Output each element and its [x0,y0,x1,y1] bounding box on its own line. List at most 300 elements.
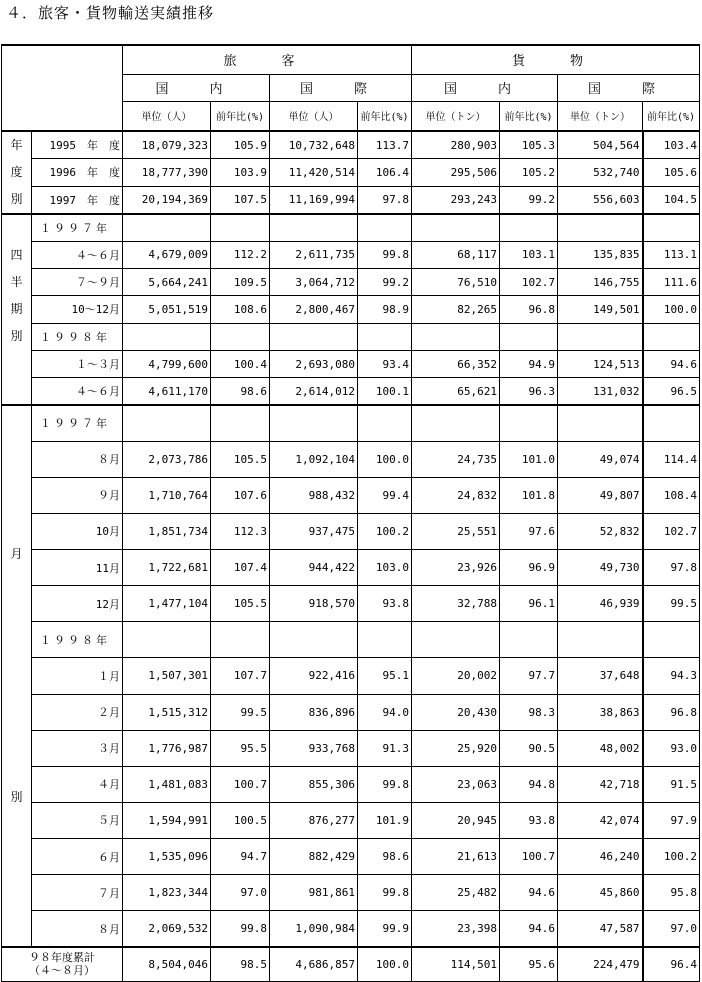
table-row [2,441,700,477]
empty-cell [500,405,558,441]
cell-c-dom: 21,613 [412,839,500,875]
cell-p-int: 882,429 [270,839,358,875]
cell-p-dom-r: 99.5 [211,694,270,730]
period-label: ２月 [32,694,123,730]
cell-c-dom: 20,002 [412,658,500,694]
cell-c-dom: 23,398 [412,911,500,947]
section-label-char [2,892,31,919]
cell-p-dom: 1,823,344 [123,875,211,911]
empty-cell [270,214,358,241]
cell-c-dom-r: 96.9 [500,550,558,586]
cell-c-int: 49,074 [558,441,643,477]
empty-cell [643,622,700,658]
total-c-dom: 114,501 [412,947,500,981]
cell-c-dom-r: 97.7 [500,658,558,694]
cell-p-int: 11,169,994 [270,186,358,214]
period-label: １月 [32,658,123,694]
empty-cell [558,405,643,441]
section-label-char [2,377,31,404]
cell-p-int: 933,768 [270,730,358,766]
cell-p-int-r: 99.8 [358,241,412,268]
cell-p-int-r: 95.1 [358,658,412,694]
empty-cell [211,214,270,241]
cell-c-int-r: 95.8 [643,875,700,911]
cell-p-dom: 2,073,786 [123,441,211,477]
cell-p-dom: 5,051,519 [123,296,211,323]
section-label [2,131,32,214]
table-row [2,159,700,187]
empty-cell [123,323,211,350]
empty-cell [643,214,700,241]
empty-cell [558,214,643,241]
empty-cell [558,622,643,658]
section-label-char: 別 [10,329,23,343]
empty-cell [500,622,558,658]
cell-c-int-r: 99.5 [643,586,700,622]
table-row [2,477,700,513]
cell-p-int-r: 100.0 [358,441,412,477]
total-p-int-r: 100.0 [358,947,412,981]
unit-passenger-domestic: 単位（人） [123,101,211,131]
cell-p-int: 937,475 [270,513,358,549]
section-label-char [2,703,31,730]
cell-p-int: 11,420,514 [270,159,358,187]
empty-cell [270,622,358,658]
table-row [2,766,700,802]
period-label: ８月 [32,911,123,947]
cell-p-int: 2,693,080 [270,350,358,377]
yoy-passenger-domestic: 前年比(%) [211,101,270,131]
period-label: ４～６月 [32,241,123,268]
yoy-passenger-international: 前年比(%) [358,101,412,131]
cell-p-dom-r: 107.6 [211,477,270,513]
cell-c-dom: 280,903 [412,131,500,159]
cell-p-int-r: 113.7 [358,131,412,159]
section-label-char: 期 [10,302,23,316]
cell-c-dom: 65,621 [412,378,500,405]
cell-p-int-r: 99.8 [358,766,412,802]
section-label-char [2,649,31,676]
cell-p-dom: 1,507,301 [123,658,211,694]
yoy-cargo-international: 前年比(%) [643,101,700,131]
cell-c-dom-r: 93.8 [500,802,558,838]
table-row [2,296,700,323]
period-label: 1997 年 度 [32,186,123,214]
cell-c-dom: 25,920 [412,730,500,766]
cell-p-dom: 4,799,600 [123,350,211,377]
cell-p-dom-r: 112.2 [211,241,270,268]
cell-c-int-r: 100.0 [643,296,700,323]
cell-c-dom-r: 105.2 [500,159,558,187]
cell-p-int-r: 99.2 [358,269,412,296]
header-cargo-domestic: 国 内 [412,74,558,101]
section-label-char: 月 [10,547,23,561]
cell-p-dom-r: 108.6 [211,296,270,323]
empty-cell [123,214,211,241]
year-subheading: １９９７年 [32,405,123,441]
total-p-dom-r: 98.5 [211,947,270,981]
section-label-char: 別 [10,192,23,206]
cell-p-int-r: 94.0 [358,694,412,730]
cell-p-dom: 20,194,369 [123,186,211,214]
section-label-char: 半 [10,275,23,289]
cell-p-dom: 1,722,681 [123,550,211,586]
cell-p-dom: 4,679,009 [123,241,211,268]
empty-cell [643,405,700,441]
cell-c-dom-r: 101.8 [500,477,558,513]
cell-c-int-r: 97.0 [643,911,700,947]
cell-c-dom-r: 94.8 [500,766,558,802]
total-p-dom: 8,504,046 [123,947,211,981]
cell-c-int: 135,835 [558,241,643,268]
cell-c-int: 49,807 [558,477,643,513]
cell-c-dom: 293,243 [412,186,500,214]
section-label-char [2,622,31,649]
cell-p-int-r: 100.2 [358,513,412,549]
cell-p-dom-r: 100.5 [211,802,270,838]
period-label: ７～９月 [32,269,123,296]
subheading-row [2,214,700,241]
period-label: ７月 [32,875,123,911]
cell-p-int: 918,570 [270,586,358,622]
section-label-char [2,514,31,541]
cell-p-int-r: 106.4 [358,159,412,187]
empty-cell [412,405,500,441]
section-label-char [2,406,31,433]
cell-c-int: 42,718 [558,766,643,802]
period-label: 11月 [32,550,123,586]
empty-cell [123,622,211,658]
cell-p-dom-r: 105.5 [211,441,270,477]
empty-cell [412,323,500,350]
total-label-line1: ９８年度累計 [29,951,95,965]
cell-c-dom: 25,551 [412,513,500,549]
cell-c-int-r: 97.9 [643,802,700,838]
cell-p-dom: 4,611,170 [123,378,211,405]
cell-c-int-r: 100.2 [643,839,700,875]
cell-c-int: 46,939 [558,586,643,622]
cell-c-dom: 23,063 [412,766,500,802]
cell-c-int-r: 114.4 [643,441,700,477]
header-cargo-international: 国 際 [558,74,700,101]
cell-p-int-r: 103.0 [358,550,412,586]
cell-c-dom: 20,945 [412,802,500,838]
section-label-char [2,460,31,487]
cell-p-dom: 18,079,323 [123,131,211,159]
subheading-row [2,622,700,658]
cell-p-dom-r: 105.9 [211,131,270,159]
table-row [2,802,700,838]
section-label [2,214,32,405]
empty-cell [358,214,412,241]
empty-cell [270,323,358,350]
cell-p-dom-r: 95.5 [211,730,270,766]
cell-c-int: 124,513 [558,350,643,377]
table-row [2,513,700,549]
cell-p-dom: 1,515,312 [123,694,211,730]
cell-c-dom: 295,506 [412,159,500,187]
cell-p-dom: 1,851,734 [123,513,211,549]
cell-p-dom-r: 112.3 [211,513,270,549]
cell-c-dom: 25,482 [412,875,500,911]
period-label: 1996 年 度 [32,159,123,187]
cell-c-int-r: 102.7 [643,513,700,549]
year-subheading: １９９７年 [32,214,123,241]
empty-cell [270,405,358,441]
total-p-int: 4,686,857 [270,947,358,981]
yoy-cargo-domestic: 前年比(%) [500,101,558,131]
cell-c-int: 38,863 [558,694,643,730]
cell-c-dom-r: 90.5 [500,730,558,766]
cell-p-dom: 1,776,987 [123,730,211,766]
period-label: ５月 [32,802,123,838]
period-label: 1995 年 度 [32,131,123,159]
cell-p-int-r: 98.6 [358,839,412,875]
table-row [2,378,700,405]
section-label-char [2,676,31,703]
section-label-char: 別 [10,790,23,804]
cell-p-int: 876,277 [270,802,358,838]
cell-p-int: 2,611,735 [270,241,358,268]
total-c-int-r: 96.4 [643,947,700,981]
cell-c-int-r: 111.6 [643,269,700,296]
cell-c-dom-r: 103.1 [500,241,558,268]
cell-p-dom: 1,481,083 [123,766,211,802]
table-row [2,875,700,911]
cell-p-int: 836,896 [270,694,358,730]
cell-p-int: 3,064,712 [270,269,358,296]
header-passenger-domestic: 国 内 [123,74,270,101]
cell-c-int: 49,730 [558,550,643,586]
cell-c-int: 504,564 [558,131,643,159]
header-passenger: 旅 客 [123,45,412,74]
section-label-char [2,350,31,377]
cell-p-int: 988,432 [270,477,358,513]
corner-cell [2,45,123,131]
cell-c-int-r: 96.5 [643,378,700,405]
cell-p-dom: 18,777,390 [123,159,211,187]
period-label: ９月 [32,477,123,513]
empty-cell [211,405,270,441]
cell-p-int-r: 100.1 [358,378,412,405]
total-row [2,947,700,981]
cell-p-dom-r: 100.7 [211,766,270,802]
transport-table [1,44,700,982]
period-label: ４～６月 [32,378,123,405]
cell-c-dom: 66,352 [412,350,500,377]
cell-c-dom-r: 100.7 [500,839,558,875]
cell-p-int-r: 91.3 [358,730,412,766]
cell-c-int: 149,501 [558,296,643,323]
cell-p-dom-r: 98.6 [211,378,270,405]
period-label: ４月 [32,766,123,802]
empty-cell [558,323,643,350]
table-row [2,186,700,214]
cell-c-int-r: 97.8 [643,550,700,586]
cell-c-dom: 23,926 [412,550,500,586]
table-row [2,839,700,875]
cell-c-int: 52,832 [558,513,643,549]
unit-cargo-domestic: 単位（トン） [412,101,500,131]
cell-c-int-r: 105.6 [643,159,700,187]
cell-p-dom-r: 109.5 [211,269,270,296]
cell-c-int: 46,240 [558,839,643,875]
cell-p-int: 1,090,984 [270,911,358,947]
cell-c-dom-r: 97.6 [500,513,558,549]
section-label [2,405,32,947]
table-row [2,694,700,730]
empty-cell [123,405,211,441]
cell-p-int: 2,800,467 [270,296,358,323]
total-label [2,947,123,981]
cell-c-dom: 24,832 [412,477,500,513]
header-passenger-international: 国 際 [270,74,412,101]
section-label-char [2,811,31,838]
header-cargo: 貨 物 [412,45,700,74]
unit-passenger-international: 単位（人） [270,101,358,131]
cell-c-int: 37,648 [558,658,643,694]
cell-c-dom-r: 105.3 [500,131,558,159]
cell-c-dom: 82,265 [412,296,500,323]
table-row [2,350,700,377]
cell-c-int-r: 113.1 [643,241,700,268]
empty-cell [358,622,412,658]
section-label-char [2,730,31,757]
period-label: 10～12月 [32,296,123,323]
empty-cell [211,323,270,350]
empty-cell [412,214,500,241]
table-row [2,269,700,296]
table-row [2,550,700,586]
cell-c-int-r: 94.3 [643,658,700,694]
year-subheading: １９９８年 [32,622,123,658]
page-title: ４．旅客・貨物輸送実績推移 [6,4,215,22]
cell-c-int-r: 96.8 [643,694,700,730]
cell-p-int-r: 99.8 [358,875,412,911]
cell-p-int-r: 99.4 [358,477,412,513]
cell-c-dom: 68,117 [412,241,500,268]
cell-p-int: 922,416 [270,658,358,694]
section-label-char: 年 [10,138,23,152]
subheading-row [2,405,700,441]
cell-c-dom-r: 96.3 [500,378,558,405]
cell-c-dom: 20,430 [412,694,500,730]
cell-p-dom-r: 100.4 [211,350,270,377]
cell-c-dom-r: 96.1 [500,586,558,622]
cell-c-int: 532,740 [558,159,643,187]
empty-cell [358,323,412,350]
cell-c-int-r: 103.4 [643,131,700,159]
cell-c-dom-r: 94.9 [500,350,558,377]
cell-p-int-r: 99.9 [358,911,412,947]
period-label: ３月 [32,730,123,766]
cell-p-int-r: 93.8 [358,586,412,622]
table-row [2,911,700,947]
cell-p-int-r: 98.9 [358,296,412,323]
table-row [2,658,700,694]
total-c-dom-r: 95.6 [500,947,558,981]
cell-c-dom-r: 101.0 [500,441,558,477]
period-label: １～３月 [32,350,123,377]
table-row [2,241,700,268]
cell-p-dom-r: 94.7 [211,839,270,875]
cell-c-int-r: 104.5 [643,186,700,214]
total-label-line2: （４～８月） [29,964,95,978]
section-label-char: 度 [10,165,23,179]
cell-p-dom: 1,594,991 [123,802,211,838]
cell-c-int: 556,603 [558,186,643,214]
year-subheading: １９９８年 [32,323,123,350]
cell-c-int: 146,755 [558,269,643,296]
subheading-row [2,323,700,350]
cell-c-dom: 24,735 [412,441,500,477]
cell-p-int: 981,861 [270,875,358,911]
cell-p-dom-r: 103.9 [211,159,270,187]
cell-p-dom: 1,477,104 [123,586,211,622]
section-label-char [2,215,31,242]
cell-p-int: 944,422 [270,550,358,586]
cell-p-int: 855,306 [270,766,358,802]
period-label: 12月 [32,586,123,622]
cell-p-int: 1,092,104 [270,441,358,477]
table-row [2,131,700,159]
cell-c-int: 45,860 [558,875,643,911]
cell-c-int-r: 91.5 [643,766,700,802]
empty-cell [500,323,558,350]
period-label: ８月 [32,441,123,477]
cell-p-dom: 1,710,764 [123,477,211,513]
cell-c-dom-r: 94.6 [500,875,558,911]
cell-c-int-r: 108.4 [643,477,700,513]
section-label-char [2,757,31,784]
cell-c-dom-r: 94.6 [500,911,558,947]
cell-c-int: 47,587 [558,911,643,947]
cell-p-dom-r: 107.7 [211,658,270,694]
cell-c-int: 131,032 [558,378,643,405]
section-label-char [2,919,31,946]
cell-c-dom-r: 102.7 [500,269,558,296]
section-label-char [2,433,31,460]
unit-cargo-international: 単位（トン） [558,101,643,131]
cell-c-dom: 76,510 [412,269,500,296]
section-label-char [2,838,31,865]
cell-p-dom: 1,535,096 [123,839,211,875]
table-row [2,586,700,622]
cell-p-dom: 5,664,241 [123,269,211,296]
cell-c-int-r: 93.0 [643,730,700,766]
section-label-char [2,865,31,892]
cell-p-int-r: 93.4 [358,350,412,377]
period-label: 10月 [32,513,123,549]
period-label: ６月 [32,839,123,875]
cell-p-dom-r: 107.4 [211,550,270,586]
cell-c-int: 48,002 [558,730,643,766]
cell-p-dom-r: 99.8 [211,911,270,947]
cell-c-dom-r: 98.3 [500,694,558,730]
empty-cell [412,622,500,658]
empty-cell [643,323,700,350]
section-label-char [2,487,31,514]
cell-p-int-r: 101.9 [358,802,412,838]
table-row [2,730,700,766]
cell-c-dom: 32,788 [412,586,500,622]
cell-p-dom-r: 105.5 [211,586,270,622]
total-c-int: 224,479 [558,947,643,981]
section-label-char: 四 [10,248,23,262]
section-label-char [2,595,31,622]
cell-p-dom-r: 107.5 [211,186,270,214]
cell-p-dom-r: 97.0 [211,875,270,911]
